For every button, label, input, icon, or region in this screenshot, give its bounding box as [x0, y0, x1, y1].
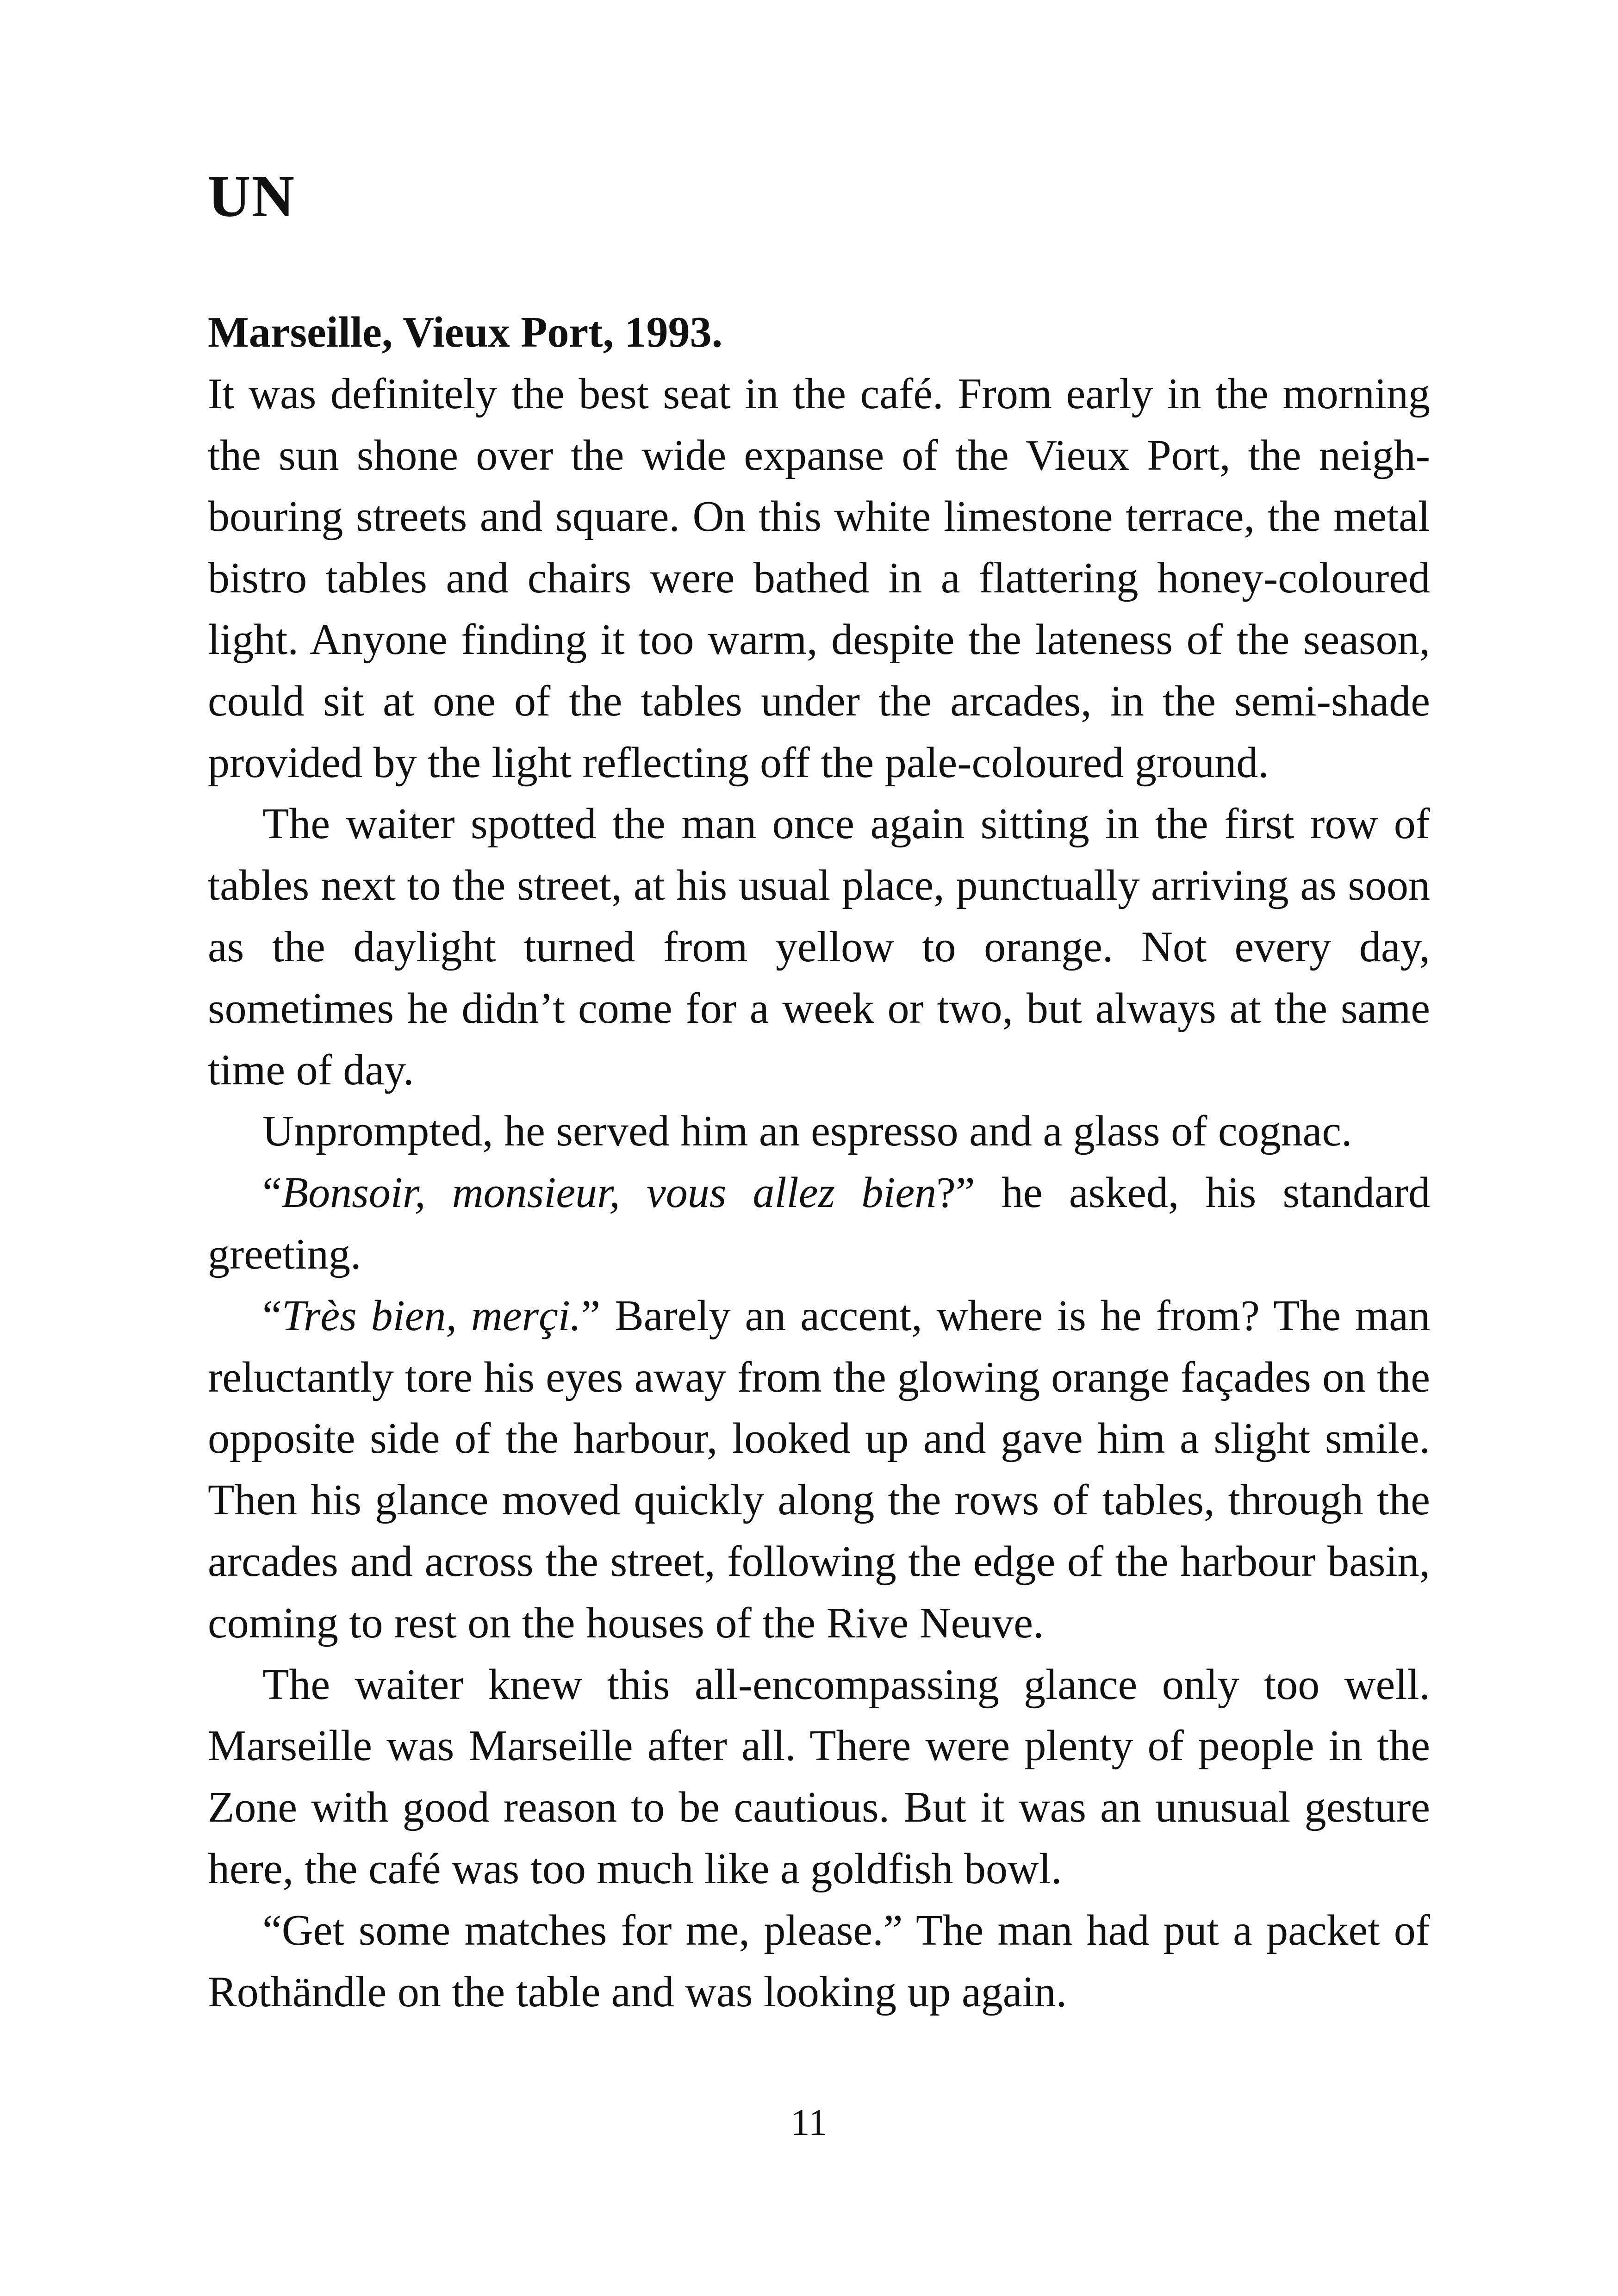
text-run: The waiter spotted the man once again sitting in the first row of tables next to the street, at his usual place, punctually arriving as soon as the daylight turned from yellow to orange. Not every day, sometimes he didn’t come for a week or two, but always at the same time of day. — [208, 800, 1430, 1094]
text-run: Unprompted, he served him an espresso and a glass of cognac. — [262, 1107, 1352, 1156]
paragraph-3 — [208, 1101, 1430, 1162]
paragraph-6 — [208, 1654, 1430, 1900]
text-run: “Get some matches for me, please.” The man had put a packet of Rothändle on the table and was looking up again. — [208, 1906, 1430, 2016]
paragraph-7 — [208, 1900, 1430, 2023]
text-run: “ — [262, 1169, 282, 1217]
text-run: “ — [262, 1291, 282, 1340]
text-run: ?” he asked, his standard greeting. — [208, 1169, 1430, 1278]
chapter-title: UN — [208, 163, 295, 229]
paragraph-4 — [208, 1162, 1430, 1285]
text-run: ” Barely an accent, where is he from? The man reluctantly tore his eyes away from the glowing orange façades on the opposite side of the harbour, looked up and gave him a slight smile. Then his glance moved quickly along the rows of tables, through the arcades and across the street, following the edge of the harbour basin, coming to rest on the houses of the Rive Neuve. — [208, 1291, 1430, 1647]
page-number: 11 — [790, 2101, 828, 2143]
paragraph-5 — [208, 1285, 1430, 1654]
paragraph-2 — [208, 793, 1430, 1101]
paragraph-1 — [208, 363, 1430, 794]
section-heading: Marseille, Vieux Port, 1993. — [208, 308, 723, 356]
italic-text-run: Très bien, merçi. — [281, 1291, 581, 1340]
text-run: It was definitely the best seat in the café. From early in the morning the sun shone over the wide expanse of the Vieux Port, the neighbouring streets and square. On this white limestone terrace, the metal bistro tables and chairs were bathed in a flattering honey-coloured light. Anyone finding it too warm, despite the lateness of the season, could sit at one of the tables under the arcades, in the semi-shade provided by the light reflecting off the pale-coloured ground. — [208, 369, 1430, 787]
text-run: The waiter knew this all-encompassing glance only too well. Marseille was Marseille after all. There were plenty of people in the Zone with good reason to be cautious. But it was an unusual gesture here, the café was too much like a goldfish bowl. — [208, 1660, 1430, 1893]
italic-text-run: Bonsoir, monsieur, vous allez bien — [281, 1169, 937, 1217]
body-text — [208, 302, 1430, 2022]
